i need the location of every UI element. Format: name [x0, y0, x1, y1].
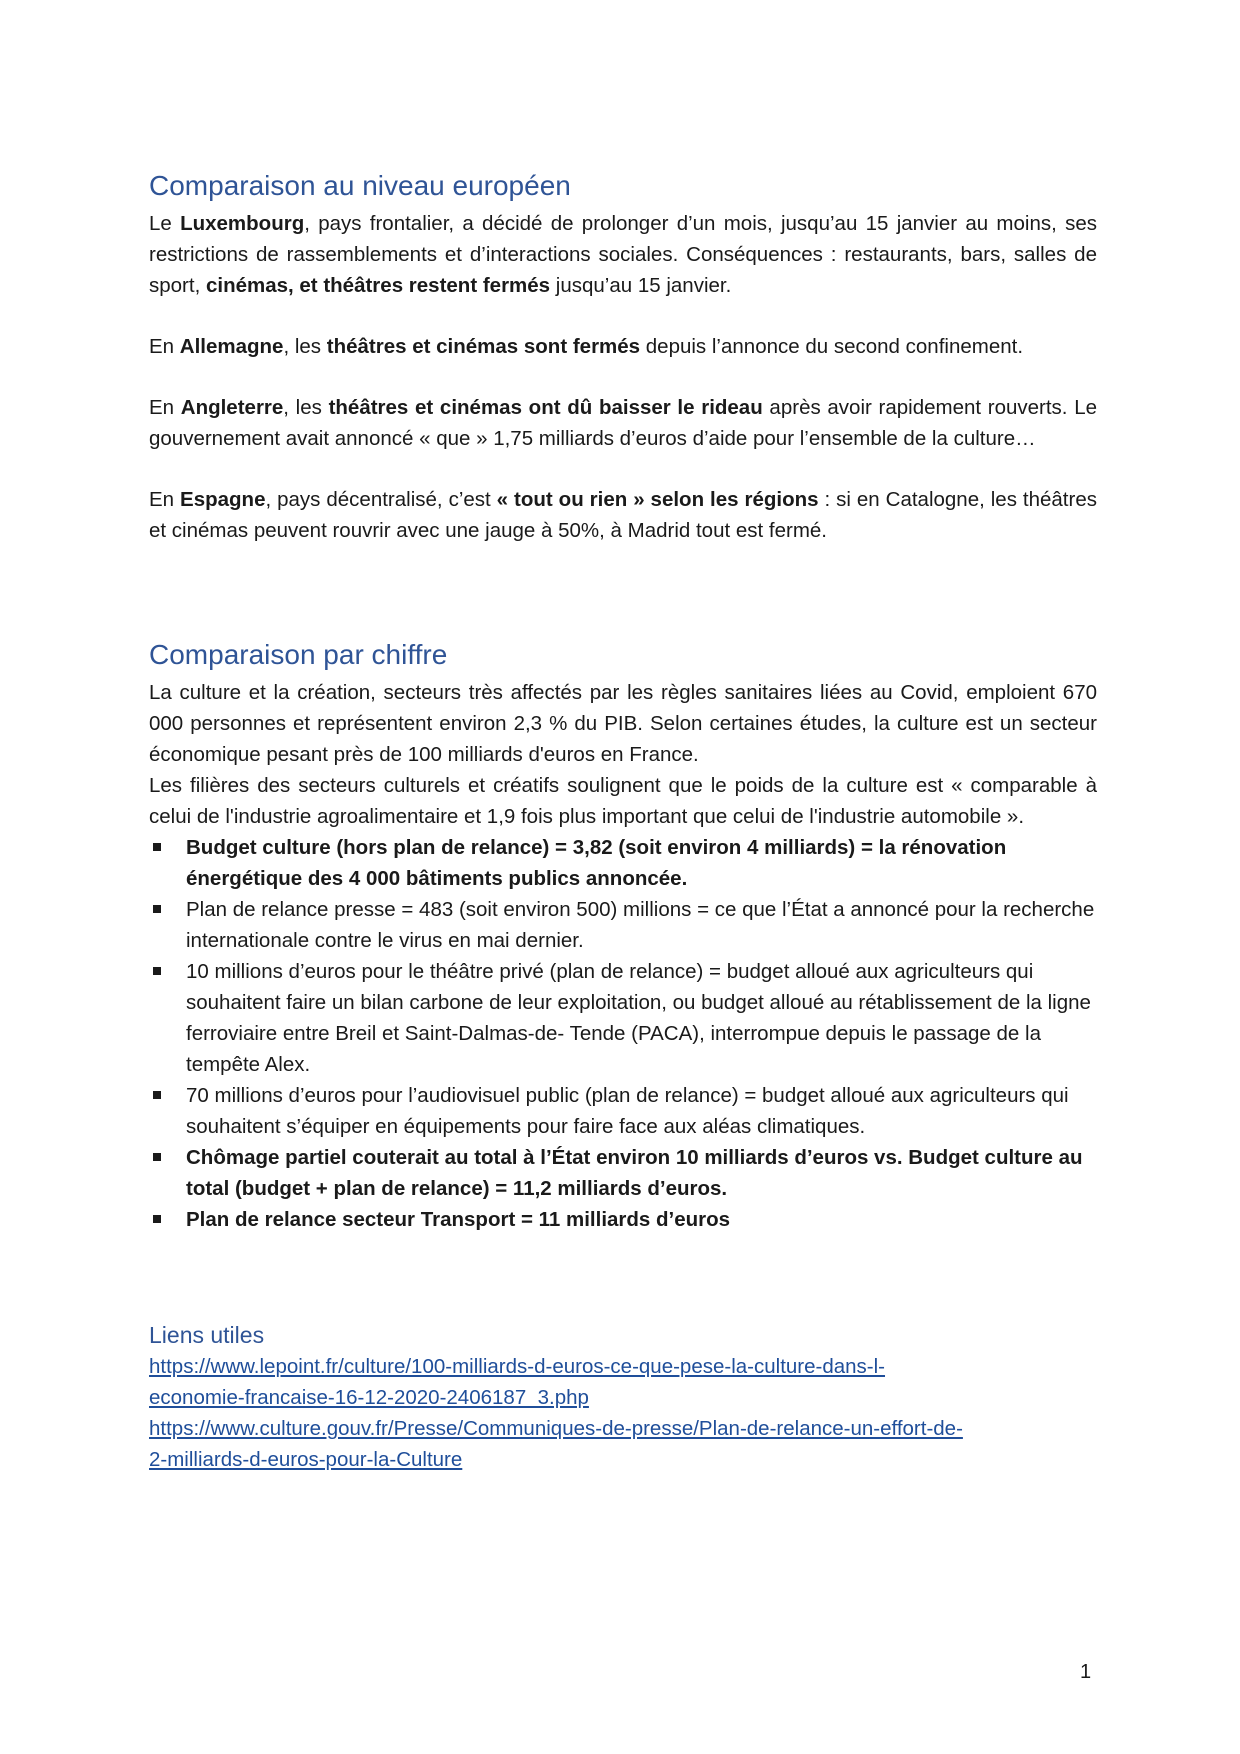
paragraph-allemagne — [149, 331, 1097, 362]
text-run: En — [149, 335, 180, 358]
link-line: 2-milliards-d-euros-pour-la-Culture — [149, 1448, 463, 1471]
text-run: Le — [149, 212, 181, 235]
square-bullet-icon — [153, 843, 161, 851]
section-heading: Liens utiles — [149, 1322, 265, 1348]
text-run: jusqu’au 15 janvier. — [550, 274, 732, 297]
bold-run: Espagne — [180, 488, 266, 511]
link-line: https://www.lepoint.fr/culture/100-milliards-d-euros-ce-que-pese-la-culture-dans-l- — [149, 1355, 886, 1378]
list-item — [149, 1204, 1097, 1235]
square-bullet-icon — [153, 905, 161, 913]
list-item-text: Plan de relance presse = 483 (soit environ 500) millions = ce que l’État a annoncé pour la recherche internationale contre le virus en mai dernier. — [186, 898, 1095, 952]
section-figures-comparison — [149, 637, 1097, 1235]
section-european-comparison — [149, 168, 1097, 546]
bold-run: cinémas, et théâtres restent fermés — [205, 274, 551, 297]
link-line: economie-francaise-16-12-2020-2406187_3.php — [149, 1386, 589, 1409]
paragraph-culture-figures: La culture et la création, secteurs très affectés par les règles sanitaires liées au Covid, emploient 670 000 personnes et représentent environ 2,3 % du PIB. Selon certaines études, la culture est un secteur économique pesant près de 100 milliards d'euros en France. — [149, 681, 1097, 766]
square-bullet-icon — [153, 1091, 161, 1099]
paragraph-culture-weight: Les filières des secteurs culturels et créatifs soulignent que le poids de la culture est « comparable à celui de l'industrie agroalimentaire et 1,9 fois plus important que celui de l'industrie automobile ». — [149, 774, 1097, 828]
list-item — [149, 832, 1097, 894]
bold-run: « tout ou rien » selon les régions — [496, 488, 819, 511]
square-bullet-icon — [153, 967, 161, 975]
square-bullet-icon — [153, 1215, 161, 1223]
list-item — [149, 1080, 1097, 1142]
bold-run: Allemagne — [179, 335, 284, 358]
list-item-text: 10 millions d’euros pour le théâtre privé (plan de relance) = budget alloué aux agriculteurs qui souhaitent faire un bilan carbone de leur exploitation, ou budget alloué au rétablissement de la ligne ferroviaire entre Breil et Saint-Dalmas-de- Tende (PACA), interrompue depuis le passage de la tempête Alex. — [186, 960, 1091, 1076]
paragraph-espagne — [149, 484, 1097, 546]
list-item — [149, 1142, 1097, 1204]
bold-run: théâtres et cinémas ont dû baisser le rideau — [328, 396, 763, 419]
text-run: , pays décentralisé, c’est — [265, 488, 497, 511]
text-run: après avoir rapidement rouverts. Le gouvernement avait annoncé « que » 1,75 milliards d’euros d’aide pour l’ensemble de la culture… — [149, 396, 1097, 450]
link-line: https://www.culture.gouv.fr/Presse/Communiques-de-presse/Plan-de-relance-un-effort-de- — [149, 1417, 963, 1440]
paragraph-angleterre — [149, 392, 1097, 454]
list-item — [149, 956, 1097, 1080]
list-item-text: Chômage partiel couterait au total à l’État environ 10 milliards d’euros vs. Budget culture au total (budget + plan de relance) = 11,2 milliards d’euros. — [186, 1146, 1083, 1200]
page-number: 1 — [1080, 1661, 1092, 1683]
text-run: , les — [283, 335, 327, 358]
list-item-text: 70 millions d’euros pour l’audiovisuel public (plan de relance) = budget alloué aux agriculteurs qui souhaitent s’équiper en équipements pour faire face aux aléas climatiques. — [186, 1084, 1069, 1138]
square-bullet-icon — [153, 1153, 161, 1161]
section-heading: Comparaison au niveau européen — [149, 170, 571, 201]
bold-run: Luxembourg — [180, 212, 305, 235]
bold-run: théâtres et cinémas sont fermés — [326, 335, 641, 358]
text-run: depuis l’annonce du second confinement. — [640, 335, 1024, 358]
text-run: En — [149, 488, 181, 511]
text-run: En — [149, 396, 181, 419]
text-run: : si en Catalogne, les théâtres et cinémas peuvent rouvrir avec une jauge à 50%, à Madrid tout est fermé. — [149, 488, 1097, 542]
section-heading: Comparaison par chiffre — [149, 639, 448, 670]
list-item — [149, 894, 1097, 956]
link-culture-gouv[interactable] — [149, 1413, 1097, 1475]
text-run: , pays frontalier, a décidé de prolonger d’un mois, jusqu’au 15 janvier au moins, ses restrictions de rassemblements et d’interactions sociales. Conséquences : restaurants, bars, salles de sport, — [149, 212, 1097, 297]
comparison-bullet-list — [149, 832, 1097, 1235]
link-lepoint[interactable] — [149, 1351, 1097, 1413]
paragraph-luxembourg — [149, 208, 1097, 301]
text-run: , les — [283, 396, 329, 419]
section-useful-links — [149, 1320, 1097, 1475]
list-item-text: Budget culture (hors plan de relance) = 3,82 (soit environ 4 milliards) = la rénovation énergétique des 4 000 bâtiments publics annoncée. — [186, 836, 1007, 890]
bold-run: Angleterre — [180, 396, 284, 419]
list-item-text: Plan de relance secteur Transport = 11 milliards d’euros — [186, 1208, 731, 1231]
